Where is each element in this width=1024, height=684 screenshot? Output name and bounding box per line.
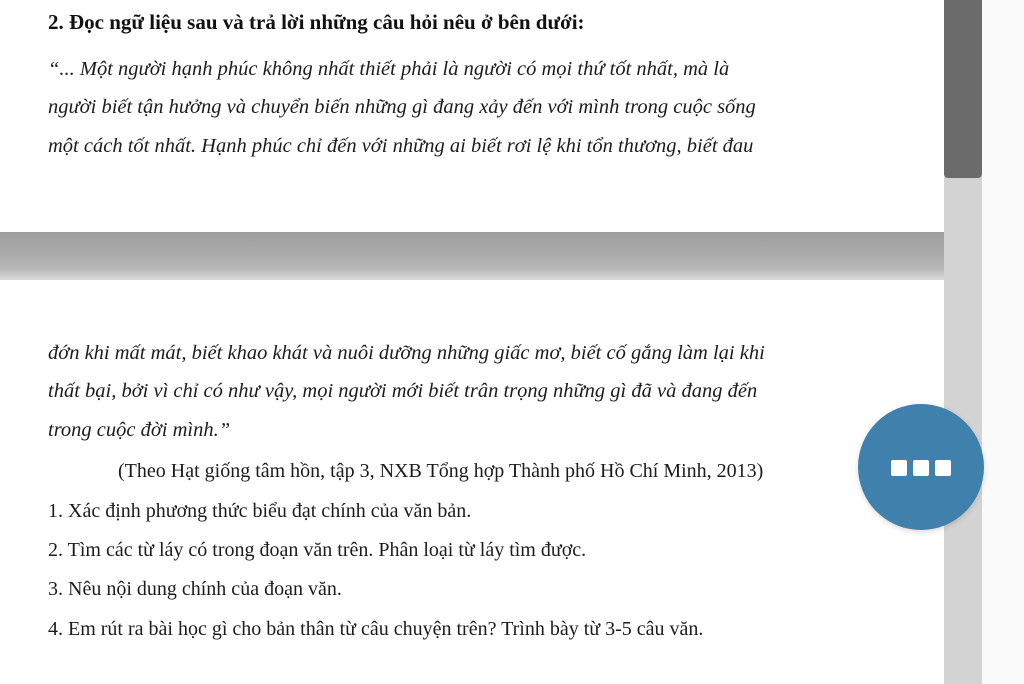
scrollbar-thumb[interactable] [944, 0, 982, 178]
exercise-heading: 2. Đọc ngữ liệu sau và trả lời những câu hỏi nêu ở bên dưới: [48, 10, 585, 34]
more-options-button[interactable] [858, 404, 984, 530]
quote-line-6: trong cuộc đời mình.” [48, 419, 231, 441]
page-break-gap [0, 232, 944, 280]
more-horizontal-icon [891, 460, 951, 476]
question-4: 4. Em rút ra bài học gì cho bản thân từ câu chuyện trên? Trình bày từ 3-5 câu văn. [48, 618, 704, 640]
question-2: 2. Tìm các từ láy có trong đoạn văn trên. Phân loại từ láy tìm được. [48, 539, 587, 561]
quote-line-4: đớn khi mất mát, biết khao khát và nuôi dưỡng những giấc mơ, biết cố gắng làm lại khi [48, 342, 765, 364]
quote-line-1: “... Một người hạnh phúc không nhất thiết phải là người có mọi thứ tốt nhất, mà là [48, 58, 730, 80]
question-3: 3. Nêu nội dung chính của đoạn văn. [48, 578, 342, 600]
quote-line-3: một cách tốt nhất. Hạnh phúc chỉ đến với những ai biết rơi lệ khi tổn thương, biết đau [48, 135, 754, 157]
window-edge [982, 0, 1024, 684]
quote-line-5: thất bại, bởi vì chỉ có như vậy, mọi người mới biết trân trọng những gì đã và đang đến [48, 380, 758, 402]
question-1: 1. Xác định phương thức biểu đạt chính của văn bản. [48, 500, 472, 522]
source-citation: (Theo Hạt giống tâm hồn, tập 3, NXB Tổng hợp Thành phố Hồ Chí Minh, 2013) [118, 460, 764, 482]
quote-line-2: người biết tận hưởng và chuyển biến những gì đang xảy đến với mình trong cuộc sống [48, 96, 756, 118]
